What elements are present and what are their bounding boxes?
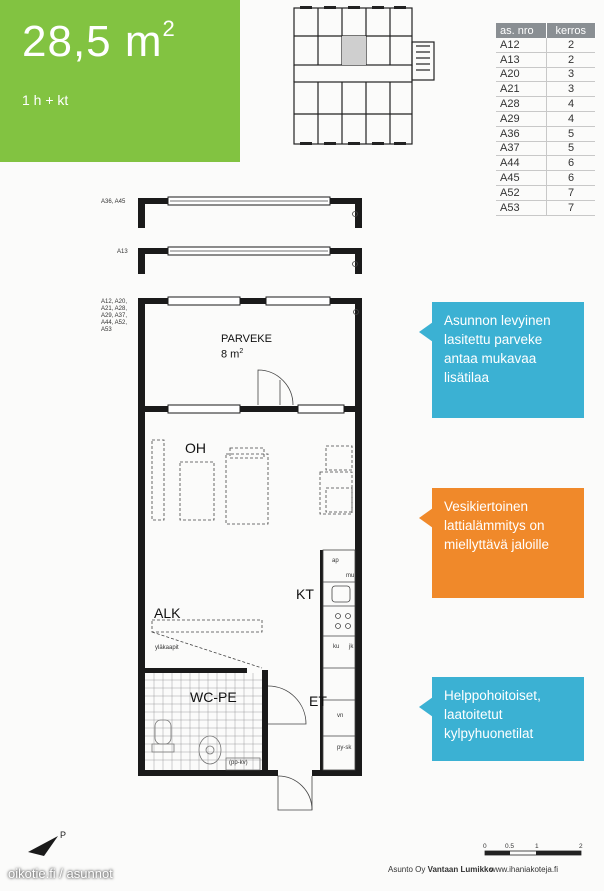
room-label-parveke: PARVEKE (221, 333, 272, 345)
table-row: A13 2 (496, 52, 595, 67)
label-mu: mu (346, 573, 355, 579)
table-row: A37 5 (496, 141, 595, 156)
scale-tick-label: 1 (535, 843, 539, 850)
apartment-floor-table (496, 23, 596, 216)
column-header-apartment: as. nro (496, 23, 547, 38)
watermark: oikotie.fi / asunnot (8, 866, 113, 881)
footer-url: www.ihaniakoteja.fi (490, 865, 559, 874)
callout-bathroom: Helppohoitoiset, laatoitetut kylpyhuonetilat (432, 677, 584, 761)
building-key-plan (288, 6, 452, 150)
room-label-wc-pe: WC-PE (190, 689, 237, 705)
variant-label-main: A12, A20, A21, A28, A29, A37, A44, A52, A53 (101, 299, 128, 333)
scale-tick-label: 0 (483, 843, 487, 850)
floor-plan-drawing (130, 190, 370, 820)
table-row: A12 2 (496, 38, 595, 52)
table-row: A20 3 (496, 67, 595, 82)
table-row: A52 7 (496, 185, 595, 200)
label-jk: jk (349, 644, 354, 650)
table-row: A21 3 (496, 82, 595, 97)
scale-tick-label: 0.5 (505, 843, 515, 850)
callout-floor-heating: Vesikiertoinen lattialämmitys on miellyttävä jaloille (432, 488, 584, 598)
table-header-row (496, 23, 595, 38)
table-row: A45 6 (496, 171, 595, 186)
table-row: A36 5 (496, 126, 595, 141)
label-vn: vn (337, 713, 344, 719)
table-row: A29 4 (496, 111, 595, 126)
variant-label-mid: A13 (117, 249, 128, 255)
label-py-sk: py-sk (337, 745, 352, 751)
label-ku: ku (333, 644, 340, 650)
variant-label-top: A36, A45 (101, 199, 126, 205)
label-ap: ap (332, 558, 339, 564)
room-label-kt: KT (296, 586, 314, 602)
scale-tick-label: 2 (579, 843, 583, 850)
label-upper-cabinets: yläkaapit (155, 645, 179, 651)
room-count: 1 h + kt (22, 92, 69, 108)
scale-bar (480, 840, 590, 858)
room-label-oh: OH (185, 440, 206, 456)
room-label-alk: ALK (154, 605, 181, 621)
table-row: A44 6 (496, 156, 595, 171)
table-row: A28 4 (496, 97, 595, 112)
compass-icon (24, 826, 74, 860)
apartment-area: 28,5 $m^2$ (22, 16, 176, 66)
room-area-parveke: 8 $m^2$ (221, 348, 244, 361)
footer-company: Asunto Oy Vantaan Lumikko (388, 865, 494, 874)
callout-balcony: Asunnon levyinen lasitettu parveke antaa mukavaa lisätilaa (432, 302, 584, 418)
table-row: A53 7 (496, 200, 595, 215)
column-header-floor: kerros (547, 23, 596, 38)
room-label-et: ET (309, 693, 327, 709)
label-pp-kv: (pp-kv) (229, 760, 248, 766)
svg-text:P: P (60, 830, 67, 840)
